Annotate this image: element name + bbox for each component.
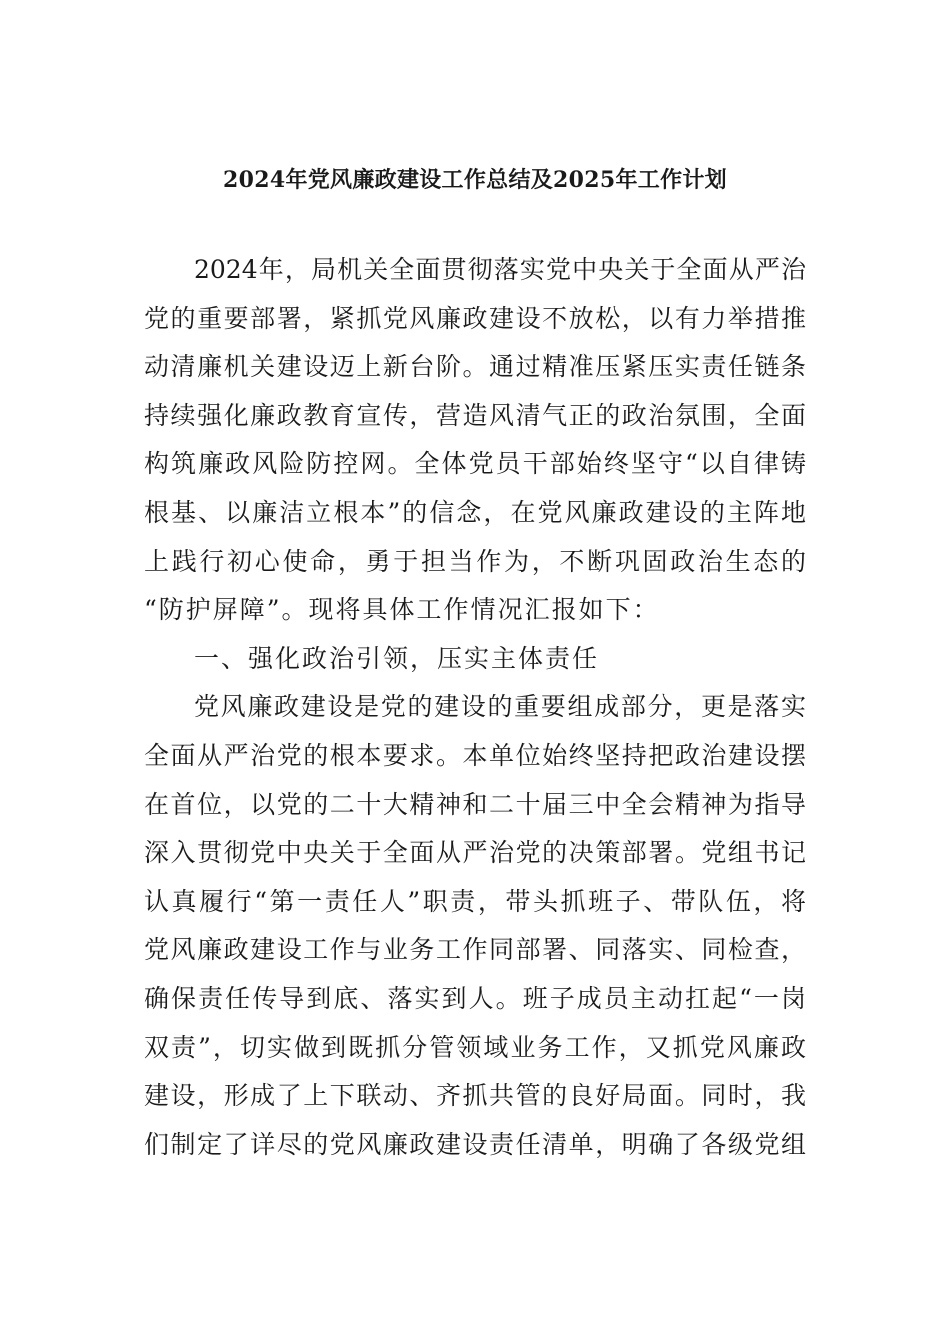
document-body [144, 246, 806, 1169]
text-line: 双责”，切实做到既抓分管领域业务工作，又抓党风廉政 [144, 1032, 806, 1062]
paragraph-intro [144, 246, 806, 635]
text-line: “防护屏障”。现将具体工作情况汇报如下： [144, 595, 660, 625]
text-line: 全面从严治党的根本要求。本单位始终坚持把政治建设摆 [144, 740, 806, 770]
text-line: 认真履行“第一责任人”职责，带头抓班子、带队伍，将 [144, 886, 806, 916]
paragraph-section-one [144, 683, 806, 1169]
section-heading [144, 635, 806, 684]
text-line: 根基、以廉洁立根本”的信念，在党风廉政建设的主阵地 [144, 497, 806, 527]
document-title: 2024年党风廉政建设工作总结及2025年工作计划 [223, 167, 727, 193]
text-line: 确保责任传导到底、落实到人。班子成员主动扛起“一岗 [144, 983, 806, 1013]
text-line: 2024年，局机关全面贯彻落实党中央关于全面从严治 [194, 255, 806, 284]
text-line: 持续强化廉政教育宣传，营造风清气正的政治氛围，全面 [144, 400, 806, 430]
text-line: 上践行初心使命，勇于担当作为，不断巩固政治生态的 [144, 546, 806, 576]
text-line: 党的重要部署，紧抓党风廉政建设不放松，以有力举措推 [144, 303, 806, 333]
text-line: 党风廉政建设工作与业务工作同部署、同落实、同检查， [144, 935, 806, 965]
text-line: 建设，形成了上下联动、齐抓共管的良好局面。同时，我 [144, 1081, 806, 1111]
text-line: 们制定了详尽的党风廉政建设责任清单，明确了各级党组 [144, 1129, 806, 1159]
text-line: 党风廉政建设是党的建设的重要组成部分，更是落实 [194, 692, 806, 722]
text-line: 深入贯彻党中央关于全面从严治党的决策部署。党组书记 [144, 838, 806, 868]
text-line: 构筑廉政风险防控网。全体党员干部始终坚守“以自律铸 [144, 449, 806, 479]
section-heading-text: 一、强化政治引领，压实主体责任 [194, 643, 600, 673]
text-line: 在首位，以党的二十大精神和二十届三中全会精神为指导 [144, 789, 806, 819]
text-line: 动清廉机关建设迈上新台阶。通过精准压紧压实责任链条 [144, 352, 806, 382]
